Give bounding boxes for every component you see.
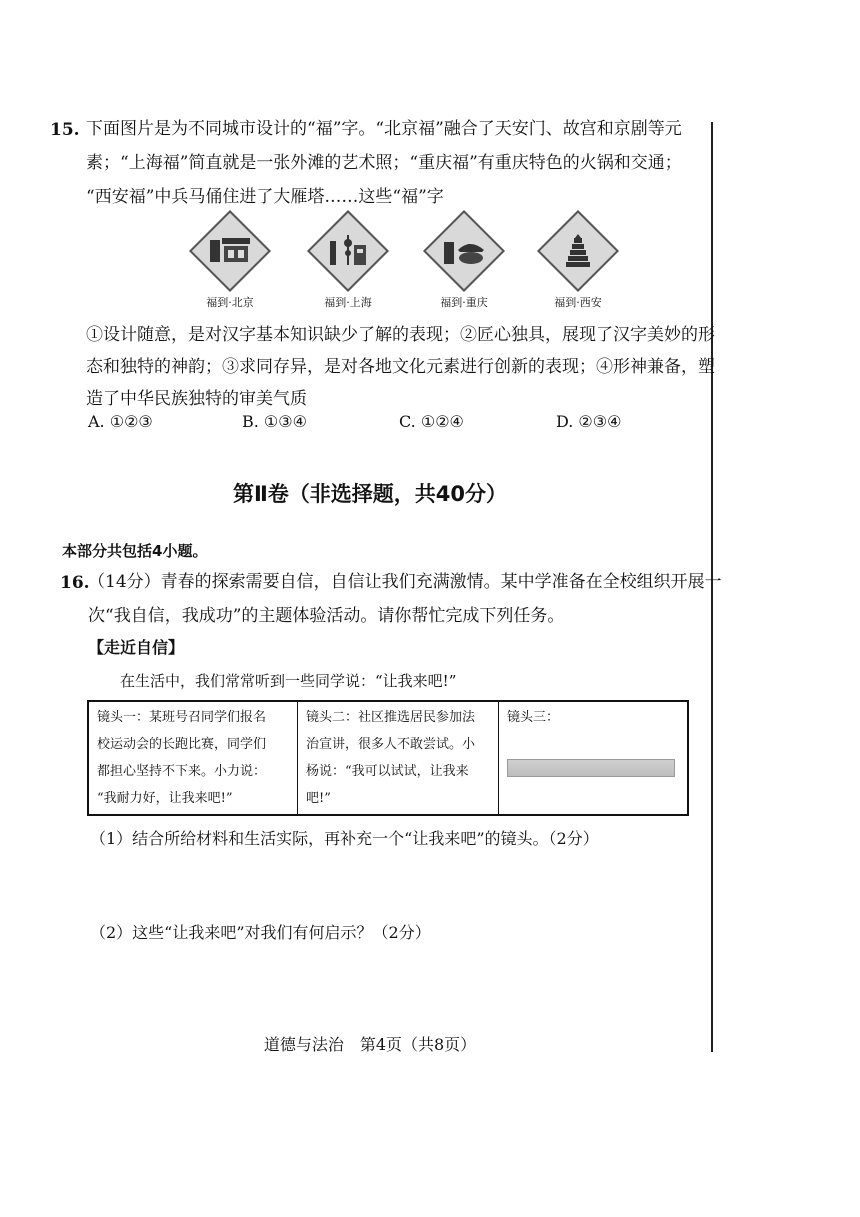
q16-intro: 在生活中，我们常常听到一些同学说：“让我来吧!” [120,672,457,690]
cell3-line: 镜头三： [507,710,560,725]
beijing-fu-icon [180,228,280,274]
q15-statement-line2: 态和独特的神韵；③求同存异，是对各地文化元素进行创新的表现；④形神兼备，塑 [86,357,715,377]
cell1-line: 校运动会的长跑比赛，同学们 [97,737,267,752]
option-a[interactable]: A. ①②③ [88,412,153,431]
q15-options [88,412,688,442]
q15-line2: 素；“上海福”简直就是一张外滩的艺术照；“重庆福”有重庆特色的火锅和交通； [86,153,682,173]
scenario-cell-2 [298,701,499,815]
part-note: 本部分共包括4小题。 [62,542,208,560]
scenario-cell-1 [88,701,298,815]
fu-icon-beijing [180,218,280,318]
fu-icon-chongqing [414,218,514,318]
option-b[interactable]: B. ①③④ [242,412,307,431]
answer-blank-bar[interactable] [507,759,675,777]
cell1-line: 镜头一：某班号召同学们报名 [97,710,267,725]
fu-icon-xian [528,218,628,318]
cell1-line: “我耐力好，让我来吧!” [97,791,233,806]
scenario-table [87,700,689,816]
fu-icon-shanghai [298,218,398,318]
caption-shanghai: 福到·上海 [324,296,372,309]
xian-fu-icon [528,228,628,274]
q15-number: 15. [50,120,80,140]
q15-statement-line3: 造了中华民族独特的审美气质 [86,389,307,409]
caption-chongqing: 福到·重庆 [440,296,488,309]
q16-sub2: （2）这些“让我来吧”对我们有何启示？（2分） [90,923,431,942]
section-title: 第Ⅱ卷（非选择题，共40分） [232,482,508,506]
caption-xian: 福到·西安 [554,296,602,309]
page-footer: 道德与法治 第4页（共8页） [263,1035,477,1054]
q15-line3: “西安福”中兵马俑住进了大雁塔……这些“福”字 [86,187,444,207]
q15-statement-line1: ①设计随意，是对汉字基本知识缺少了解的表现；②匠心独具，展现了汉字美妙的形 [86,325,715,345]
chongqing-fu-icon [414,228,514,274]
cell2-line: 治宣讲，很多人不敢尝试。小 [306,737,476,752]
q16-sub1: （1）结合所给材料和生活实际，再补充一个“让我来吧”的镜头。（2分） [90,829,599,848]
shanghai-fu-icon [298,228,398,274]
cell2-line: 杨说：“我可以试试，让我来吧!” [306,764,469,806]
cell1-line: 都担心坚持不下来。小力说： [97,764,267,779]
q15-line1: 下面图片是为不同城市设计的“福”字。“北京福”融合了天安门、故宫和京剧等元 [86,119,682,139]
q16-subtitle: 【走近自信】 [88,638,185,657]
q16-line1: （14分）青春的探索需要自信，自信让我们充满激情。某中学准备在全校组织开展一 [88,572,722,592]
option-d[interactable]: D. ②③④ [556,412,622,431]
q16-line2: 次“我自信，我成功”的主题体验活动。请你帮忙完成下列任务。 [88,606,565,626]
fu-icons-row [180,218,600,318]
cell2-line: 镜头二：社区推选居民参加法 [306,710,476,725]
caption-beijing: 福到·北京 [206,296,254,309]
q16-number: 16. [60,573,90,593]
scenario-cell-3 [499,701,689,815]
option-c[interactable]: C. ①②④ [399,412,464,431]
